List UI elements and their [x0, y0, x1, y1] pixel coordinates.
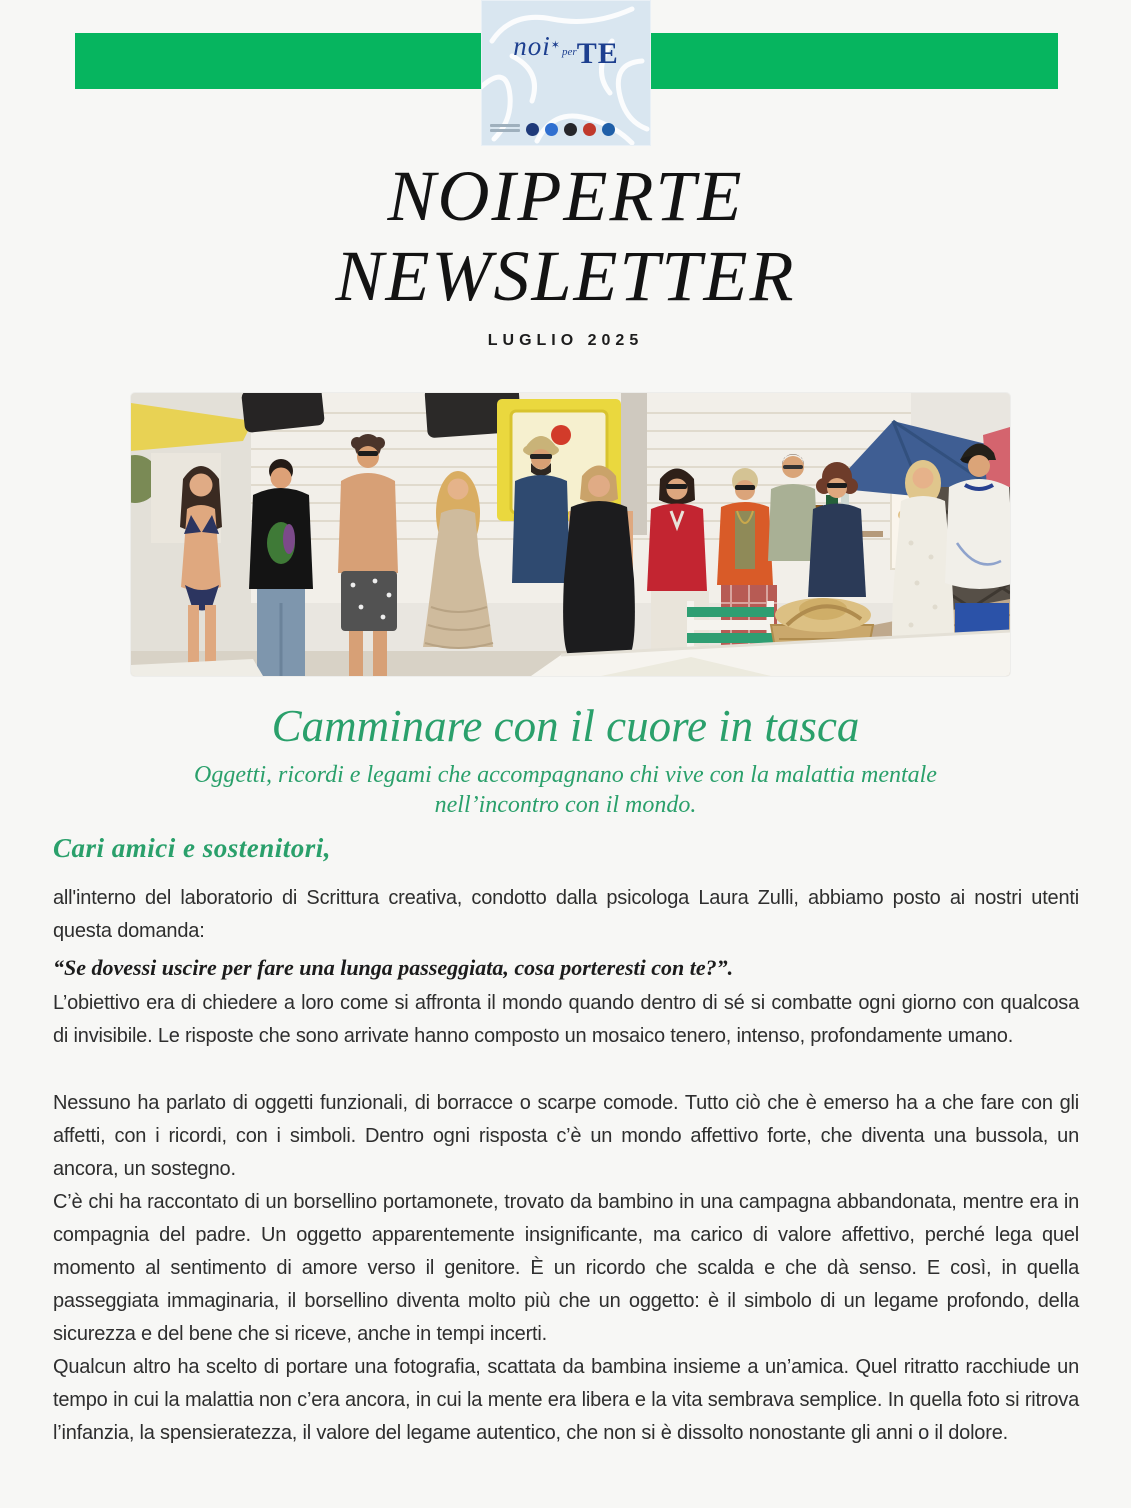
article-subtitle — [0, 760, 1131, 820]
title-line-2: NEWSLETTER — [335, 236, 796, 316]
partner-crest-icon — [564, 123, 577, 136]
body-paragraph: Qualcun altro ha scelto di portare una fotografia, scattata da bambina insieme a un’amica. Quel ritratto racchiude un tempo in cui la malattia non c’era ancora, in cui la mente era libera e la vita sembrava semplice. In quella foto si ritrova l’infanzia, la spensieratezza, il valore del legame autentico, che non si è dissolto nonostante gli anni o il dolore. — [53, 1356, 1079, 1444]
body-paragraph: Nessuno ha parlato di oggetti funzionali, di borracce o scarpe comode. Tutto ciò che è emerso ha a che fare con gli affetti, con i ricordi, con i simboli. Dentro ogni risposta c’è un mondo affettivo forte, che diventa una bussola, un ancora, un sostegno. — [53, 1092, 1079, 1180]
subtitle-line-1: Oggetti, ricordi e legami che accompagnano chi vive con la malattia mentale — [194, 762, 937, 788]
logo-te: TE — [576, 37, 619, 70]
partner-crest-icon — [602, 123, 615, 136]
partner-crest-icon — [526, 123, 539, 136]
partner-crest-icon — [545, 123, 558, 136]
intro-paragraph: all'interno del laboratorio di Scrittura creativa, condotto dalla psicologa Laura Zulli, abbiamo posto ai nostri utenti questa domanda: — [53, 887, 1079, 942]
title-line-1: NOIPERTE — [387, 156, 744, 236]
partner-text-mark — [490, 124, 520, 134]
issue-date: LUGLIO 2025 — [487, 332, 644, 349]
partner-emblems — [490, 121, 642, 137]
partner-crest-icon — [583, 123, 596, 136]
question-quote: “Se dovessi uscire per fare una lunga passeggiata, cosa porteresti con te?”. — [53, 955, 734, 980]
group-photo — [131, 393, 1010, 676]
body-paragraph: L’obiettivo era di chiedere a loro come si affronta il mondo quando dentro di sé si combatte ogni giorno con qualcosa di invisibile. Le risposte che sono arrivate hanno composto un mosaico tenero, intenso, profondamente umano. — [53, 992, 1079, 1047]
masthead — [0, 156, 1131, 350]
body-paragraph: C’è chi ha raccontato di un borsellino portamonete, trovato da bambino in una campagna abbandonata, mentre era in compagnia del padre. Un oggetto apparentemente insignificante, ma carico di valore affettivo, perché lega quel momento al sentimento di amore verso il genitore. È un ricordo che scalda e che dà senso. E così, in quella passeggiata immaginaria, il borsellino diventa molto più che un oggetto: è il simbolo di un legame profondo, della sicurezza e del bene che si riceve, anche in tempi incerti. — [53, 1191, 1079, 1345]
logo-wordmark — [482, 31, 650, 70]
logo-per: per — [562, 46, 577, 58]
greeting-heading: Cari amici e sostenitori, — [53, 833, 332, 863]
subtitle-line-2: nell’incontro con il mondo. — [434, 792, 697, 818]
logo-noi: noi — [513, 31, 551, 61]
logo-star-icon: ✶ — [550, 39, 561, 52]
newsletter-title — [0, 156, 1131, 316]
article-headline: Camminare con il cuore in tasca — [271, 701, 860, 751]
group-photo-illustration — [131, 393, 1010, 676]
noiperte-logo — [481, 0, 651, 146]
article-body — [53, 833, 1079, 1450]
